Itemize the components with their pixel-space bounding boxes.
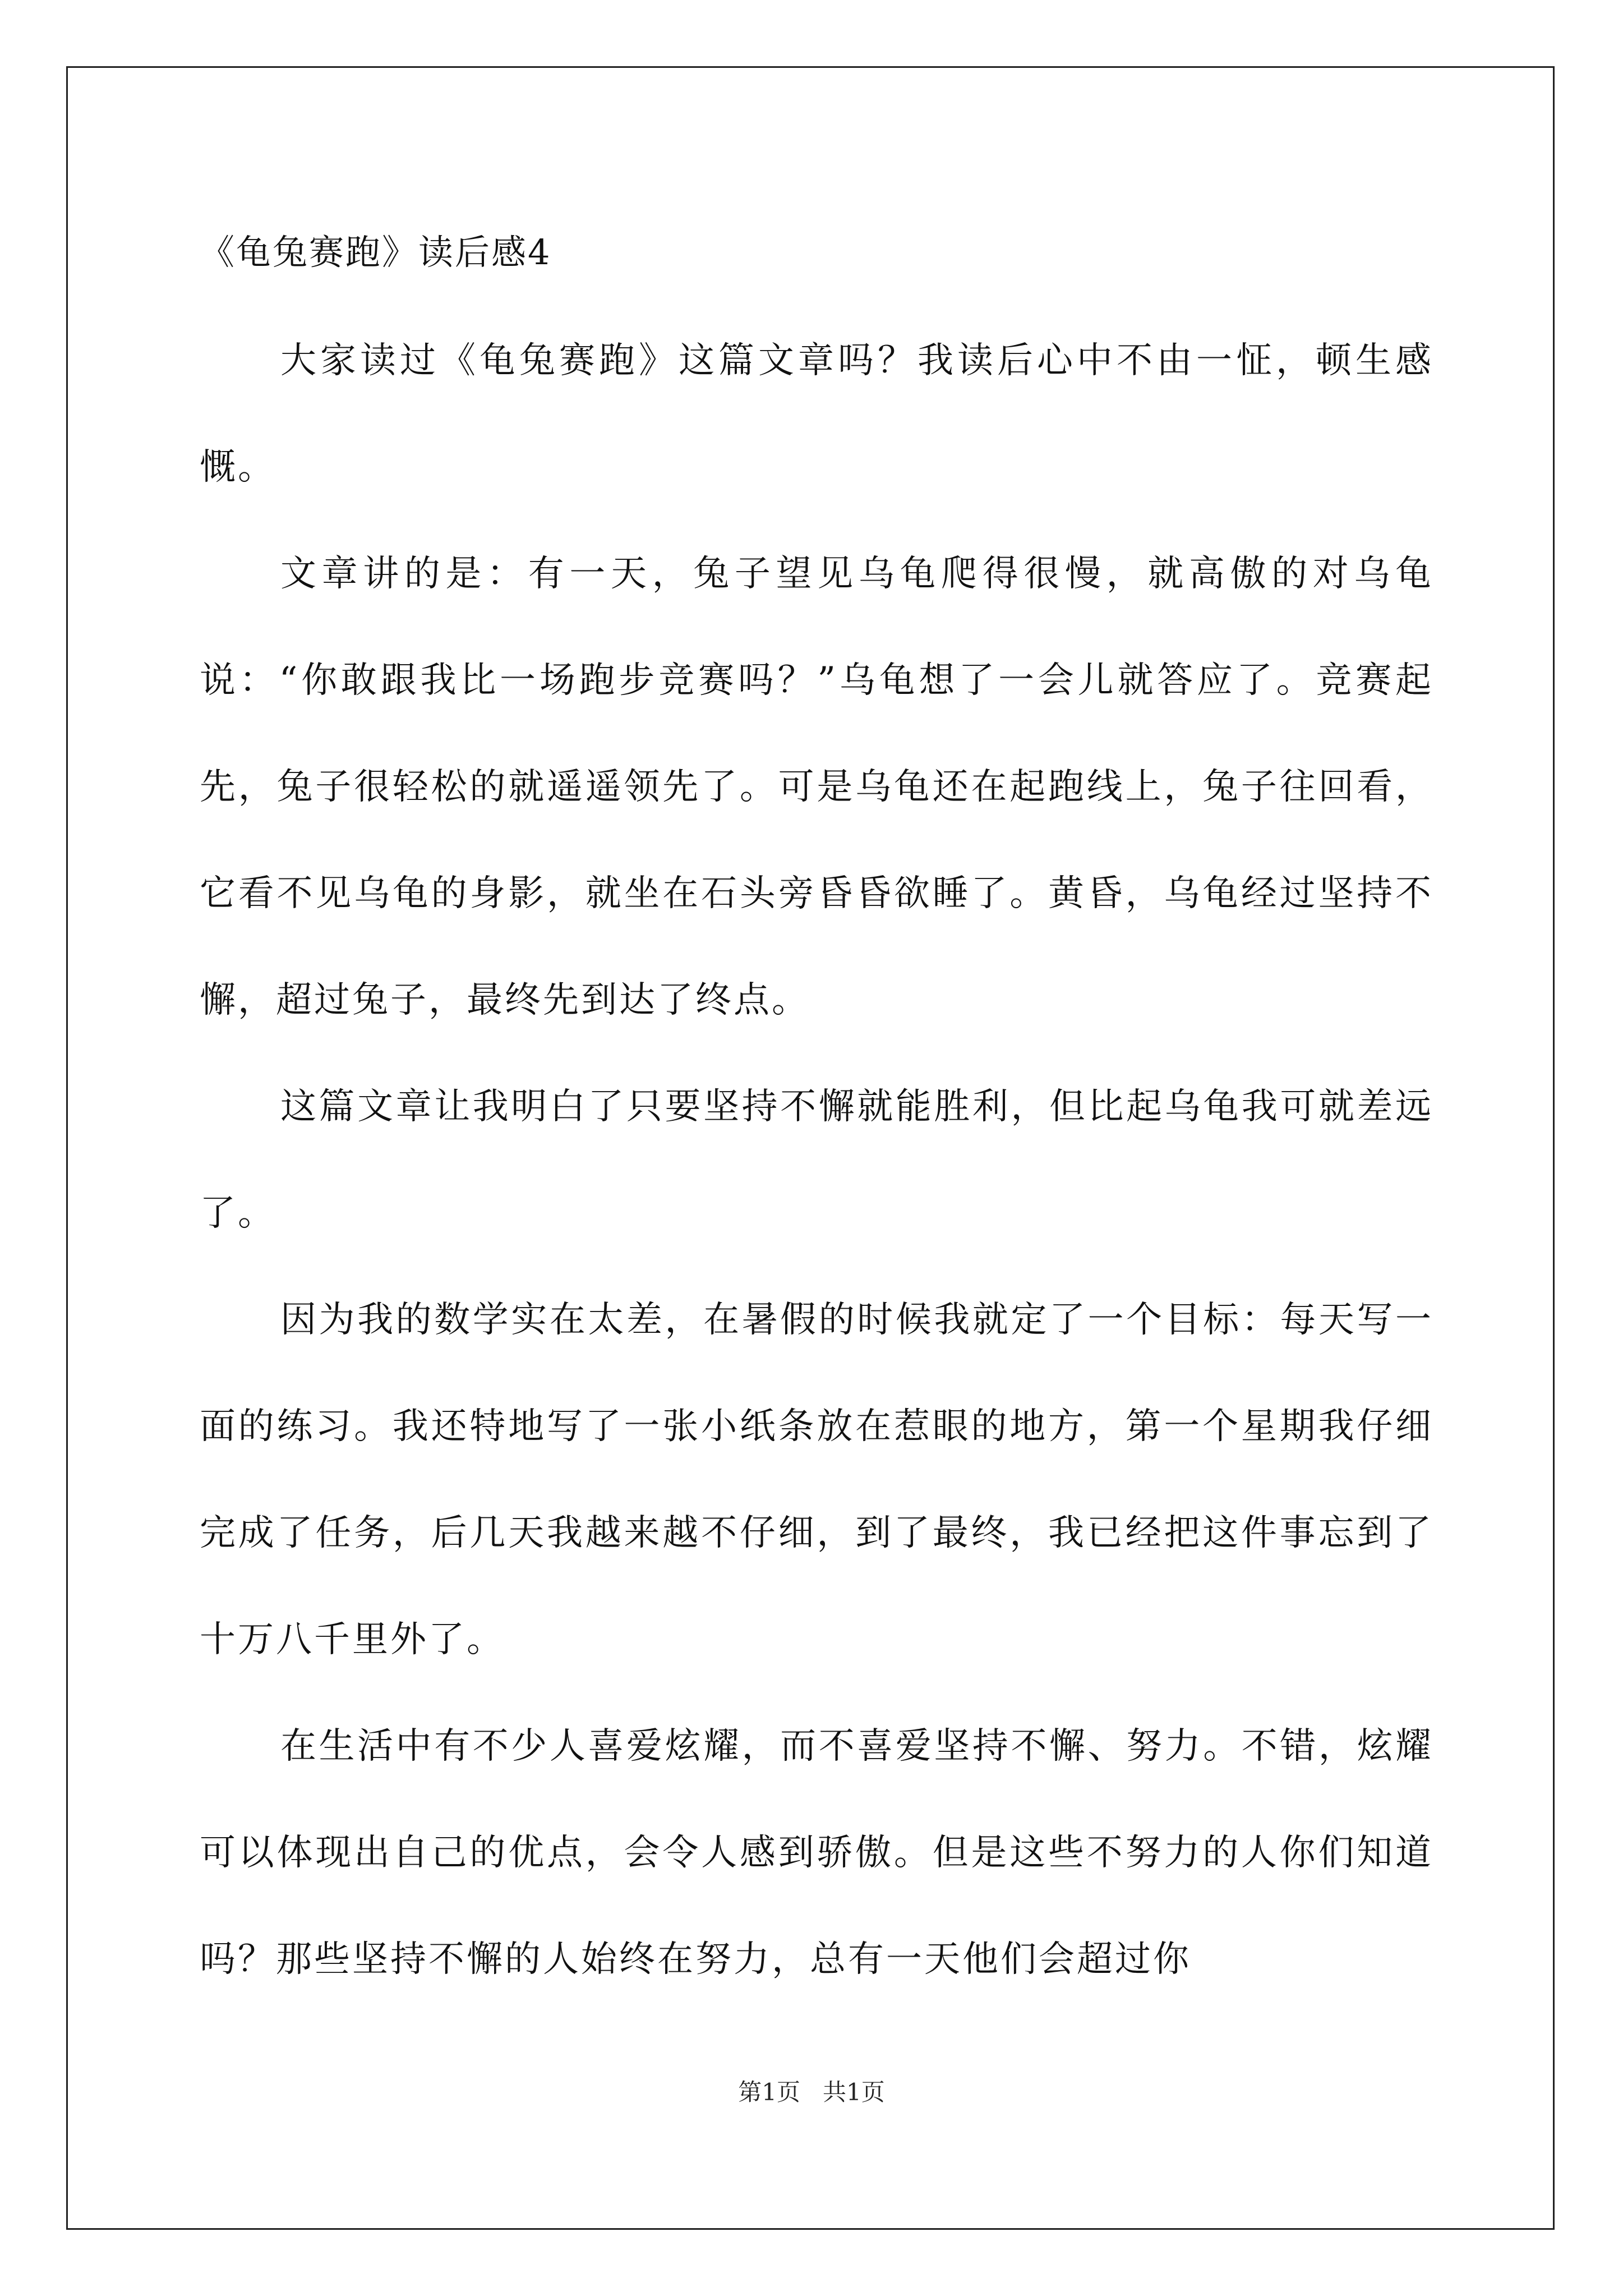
paragraph-4: 因为我的数学实在太差，在暑假的时候我就定了一个目标：每天写一面的练习。我还特地写了一张小纸条放在惹眼的地方，第一个星期我仔细完成了任务，后几天我越来越不仔细，到了最终，我已经把这件事忘到了十万八千里外了。 [200,1299,1433,1660]
paragraph-3: 这篇文章让我明白了只要坚持不懈就能胜利，但比起乌龟我可就差远了。 [200,1086,1433,1234]
page-footer: 第1页 共1页 [738,2078,885,2106]
document-title: 《龟兔赛跑》读后感4 [200,232,552,273]
paragraph-1: 大家读过《龟兔赛跑》这篇文章吗？我读后心中不由一怔，顿生感慨。 [200,340,1433,488]
paragraph-5: 在生活中有不少人喜爱炫耀，而不喜爱坚持不懈、努力。不错，炫耀可以体现出自己的优点，会令人感到骄傲。但是这些不努力的人你们知道吗？那些坚持不懈的人始终在努力，总有一天他们会超过你 [200,1726,1433,1980]
document-body [200,219,1433,2013]
paragraph-2: 文章讲的是：有一天，兔子望见乌龟爬得很慢，就高傲的对乌龟说：“你敢跟我比一场跑步竞赛吗？”乌龟想了一会儿就答应了。竞赛起先，兔子很轻松的就遥遥领先了。可是乌龟还在起跑线上，兔子往回看，它看不见乌龟的身影，就坐在石头旁昏昏欲睡了。黄昏，乌龟经过坚持不懈，超过兔子，最终先到达了终点。 [200,553,1433,1021]
